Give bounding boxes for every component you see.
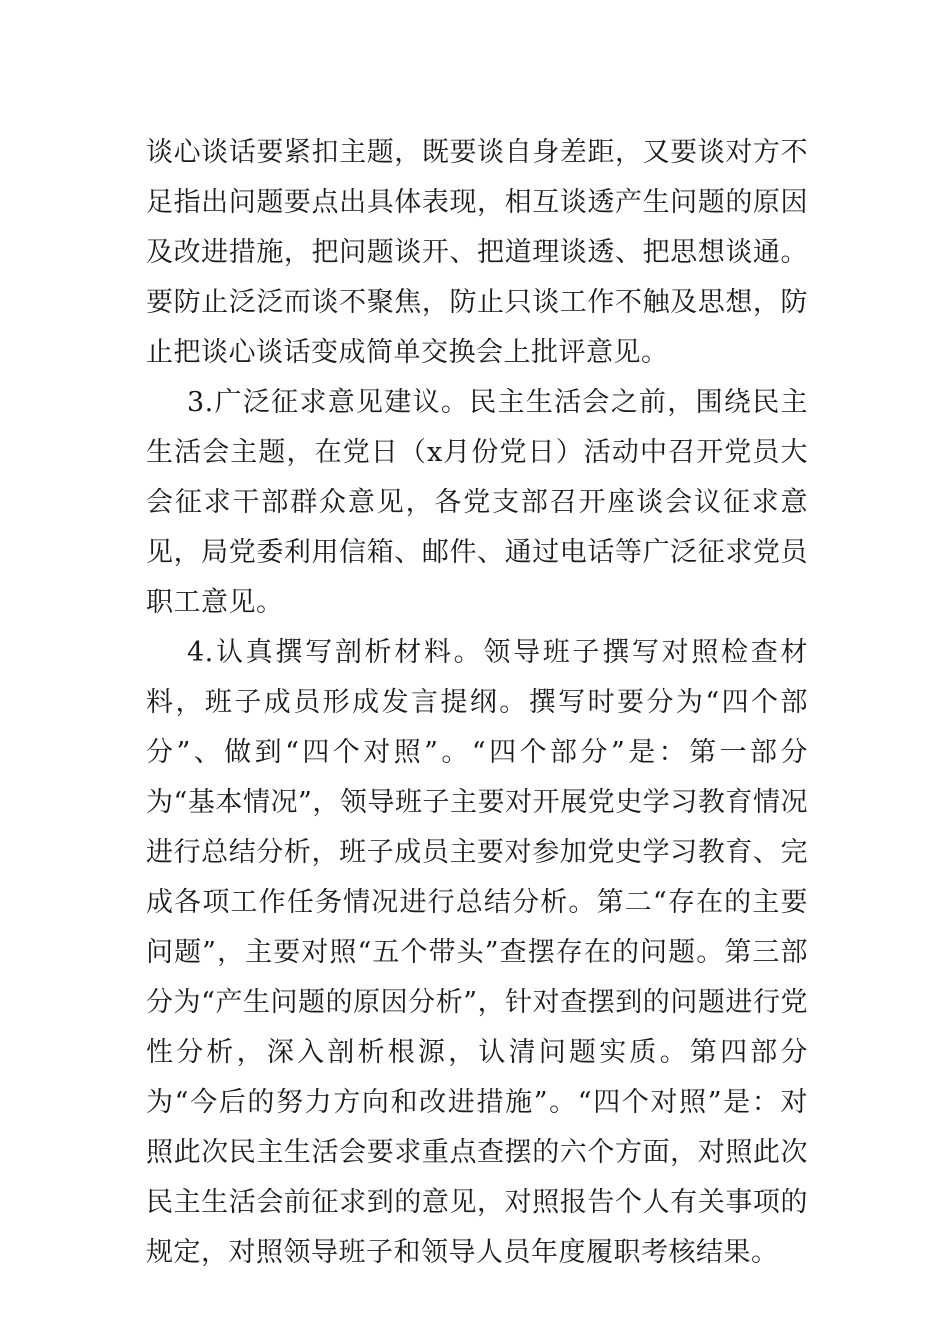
paragraph-write-analysis: 4.认真撰写剖析材料。领导班子撰写对照检查材料，班子成员形成发言提纲。撰写时要分为“四个部分”、做到“四个对照”。“四个部分”是：第一部分为“基本情况”，领导班子主要对开展党史学习教育情况进行总结分析，班子成员主要对参加党史学习教育、完成各项工作任务情况进行总结分析。第二“存在的主要问题”，主要对照“五个带头”查摆存在的问题。第三部分为“产生问题的原因分析”，针对查摆到的问题进行党性分析，深入剖析根源，认清问题实质。第四部分为“今后的努力方向和改进措施”。“四个对照”是：对照此次民主生活会要求重点查摆的六个方面，对照此次民主生活会前征求到的意见，对照报告个人有关事项的规定，对照领导班子和领导人员年度履职考核结果。 [146,637,808,1268]
document-body [146,128,808,1278]
paragraph-solicit-opinions: 3.广泛征求意见建议。民主生活会之前，围绕民主生活会主题，在党日（x月份党日）活动中召开党员大会征求干部群众意见，各党支部召开座谈会议征求意见，局党委利用信箱、邮件、通过电话等广泛征求党员职工意见。 [146,387,808,618]
paragraph-talk-guidelines: 谈心谈话要紧扣主题，既要谈自身差距，又要谈对方不足指出问题要点出具体表现，相互谈透产生问题的原因及改进措施，把问题谈开、把道理谈透、把思想谈通。要防止泛泛而谈不聚焦，防止只谈工作不触及思想，防止把谈心谈话变成简单交换会上批评意见。 [146,137,808,368]
